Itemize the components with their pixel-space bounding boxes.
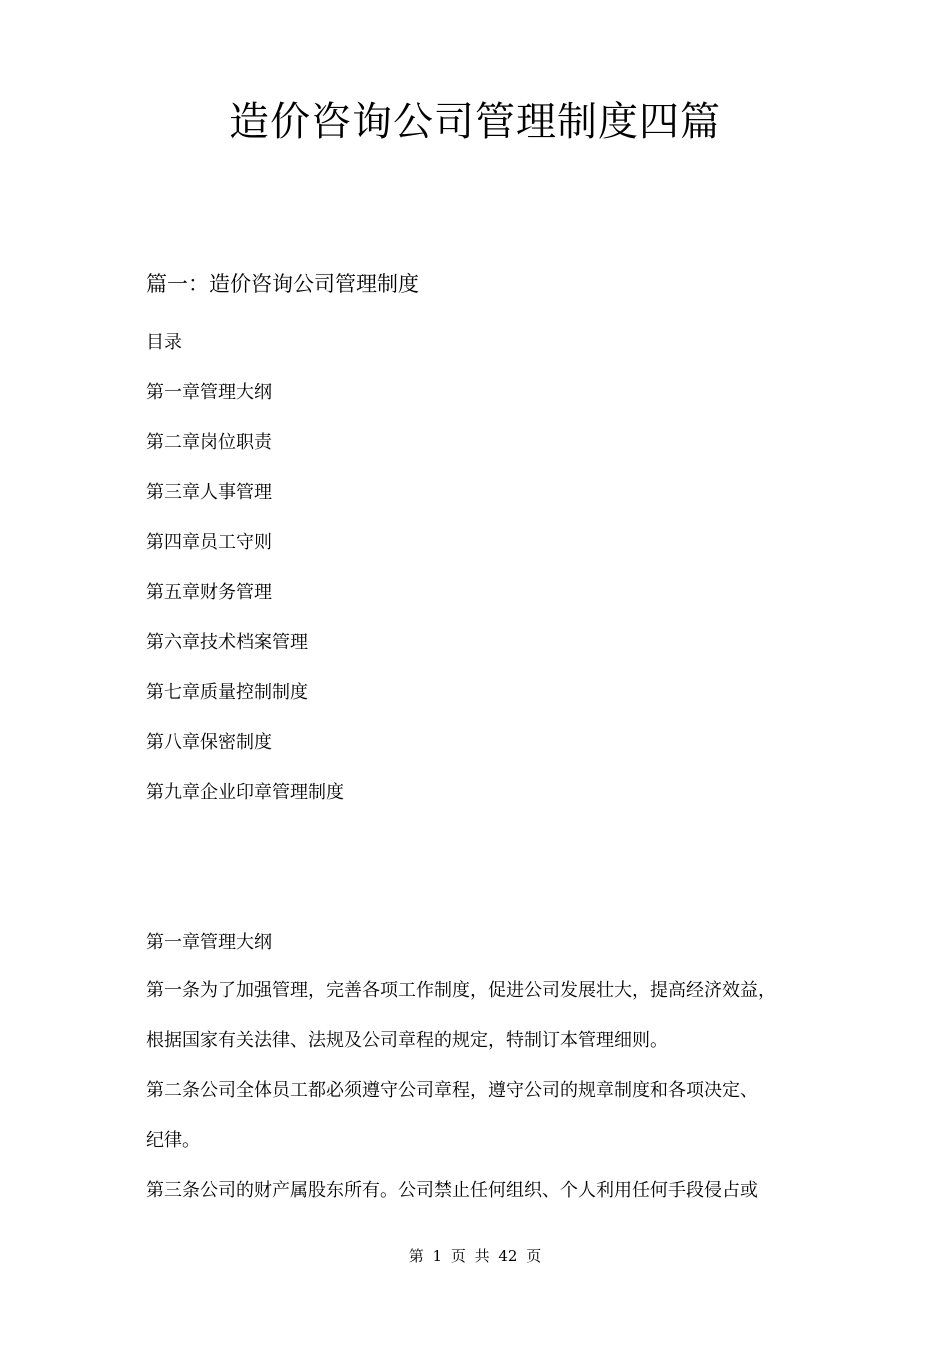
toc-heading: 目录 [146, 332, 182, 353]
toc-item: 第三章人事管理 [146, 482, 272, 503]
document-title: 造价咨询公司管理制度四篇 [229, 99, 721, 145]
body-text [146, 976, 816, 1226]
table-of-contents [146, 328, 344, 828]
toc-item: 第九章企业印章管理制度 [146, 782, 344, 803]
toc-item: 第四章员工守则 [146, 532, 272, 553]
toc-item: 第五章财务管理 [146, 582, 272, 603]
toc-item: 第六章技术档案管理 [146, 632, 308, 653]
body-line: 根据国家有关法律、法规及公司章程的规定，特制订本管理细则。 [146, 1030, 668, 1051]
section-heading: 篇一：造价咨询公司管理制度 [146, 272, 419, 296]
toc-item: 第七章质量控制制度 [146, 682, 308, 703]
body-line: 第二条公司全体员工都必须遵守公司章程，遵守公司的规章制度和各项决定、 [146, 1080, 758, 1101]
toc-item: 第一章管理大纲 [146, 382, 272, 403]
body-line: 第一条为了加强管理，完善各项工作制度，促进公司发展壮大，提高经济效益， [146, 980, 776, 1001]
chapter-title: 第一章管理大纲 [146, 932, 272, 953]
body-line: 第三条公司的财产属股东所有。公司禁止任何组织、个人利用任何手段侵占或 [146, 1180, 758, 1201]
toc-item: 第八章保密制度 [146, 732, 272, 753]
body-line: 纪律。 [146, 1130, 200, 1151]
page-footer: 第 1 页 共 42 页 [408, 1247, 542, 1265]
toc-item: 第二章岗位职责 [146, 432, 272, 453]
